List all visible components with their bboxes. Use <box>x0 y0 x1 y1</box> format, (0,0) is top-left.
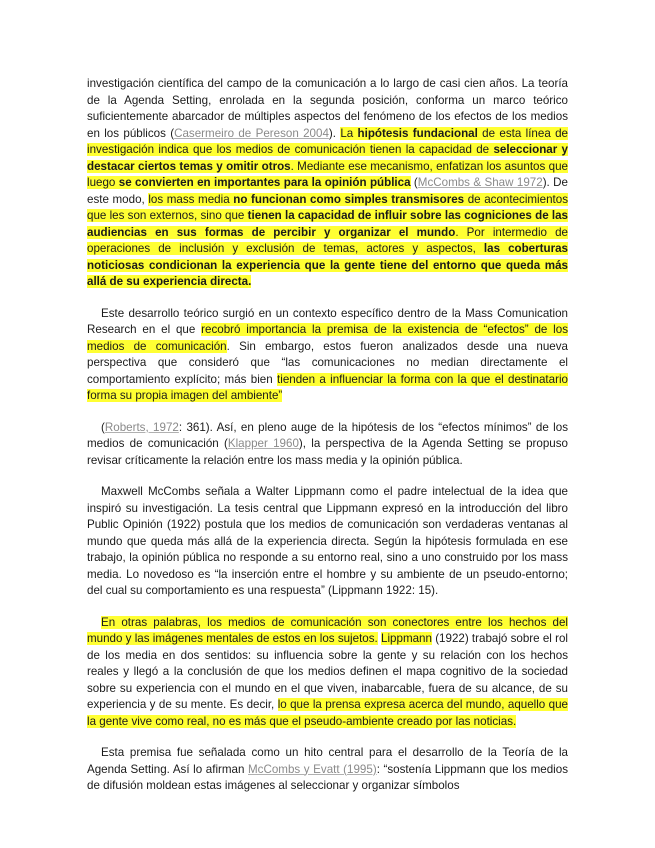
highlighted-text: hipótesis fundacional <box>357 126 478 140</box>
text-run: (1922) trabajó sobre el rol de los media en dos sentidos: su influencia sobre la gente y su relación con los hechos reales y llegó a la conclusión de que los medios definen el mapa cognitivo de la sociedad sobre su experiencia con el mundo en el que viven, inabarcable, fuera de su alcance, de su experiencia y de su mente. Es decir, <box>87 632 568 711</box>
text-run: : 361). Así, en pleno auge de la hipótesis de los “efectos mínimos” de los medios de comunicación ( <box>87 420 568 450</box>
paragraph <box>87 745 568 795</box>
citation-link[interactable]: Klapper 1960 <box>227 437 299 450</box>
highlighted-text: En otras palabras, los medios de comunicación son conectores entre los hechos del mundo y las imágenes mentales de estos en los sujetos. <box>87 615 568 645</box>
paragraph <box>87 484 568 600</box>
citation-link[interactable]: Roberts, 1972 <box>104 420 179 434</box>
highlighted-text: tienden a influenciar la forma con la que el destinatario forma su propia imagen del ambiente” <box>87 372 568 402</box>
highlighted-text: se convierten en importantes para la opinión pública <box>118 176 411 189</box>
text-run: ( <box>101 420 105 434</box>
citation-link[interactable]: Casermeiro de Pereson 2004 <box>174 126 329 140</box>
highlighted-text: de acontecimientos que les son externos, sino que <box>87 192 568 222</box>
text-run: . Sin embargo, estos fueron analizados desde una nueva perspectiva que consideró que “las comunicaciones no median directamente el comportamiento explícito; más bien <box>87 339 568 386</box>
text-run: ), la perspectiva de la Agenda Setting se propuso revisar críticamente la relación entre los mass media y la opinión pública. <box>87 437 568 467</box>
text-run: ). De este modo, <box>87 176 568 206</box>
text-run: ( <box>410 176 418 189</box>
text-run: Maxwell McCombs señala a Walter Lippmann como el padre intelectual de la idea que inspiró su investigación. La tesis central que Lippmann expresó en la introducción del libro Public Opinión (1922) postula que los medios de comunicación son verdaderas ventanas al mundo que queda más allá de la experiencia directa. Según la hipótesis formulada en ese trabajo, la opinión pública no responde a su entorno real, sino a uno construido por los mass media. Lo novedoso es “la inserción entre el hombre y su ambiente de un pseudo-entorno; del cual su comportamiento es una respuesta” (Lippmann 1922: 15). <box>87 485 568 597</box>
highlighted-text: de esta línea de investigación indica que los medios de comunicación tienen la capacidad de <box>87 126 568 156</box>
highlighted-text: lo que la prensa expresa acerca del mundo, aquello que la gente vive como real, no es más que el pseudo-ambiente creado por las noticias. <box>87 698 568 728</box>
citation-link[interactable]: McCombs y Evatt (1995) <box>248 762 377 776</box>
text-run: investigación científica del campo de la comunicación a lo largo de casi cien años. La teoría de la Agenda Setting, enrolada en la segunda posición, conforma un marco teórico suficientemente abarcador de múltiples aspectos del fenómeno de los efectos de los medios en los públicos ( <box>87 77 568 140</box>
paragraph <box>87 420 568 470</box>
paragraph <box>87 615 568 731</box>
highlighted-text: seleccionar y destacar ciertos temas y omitir otros <box>87 143 569 173</box>
highlighted-text: tienen la capacidad de influir sobre las cogniciones de las audiencias en sus formas de percibir y organizar el mundo <box>87 209 569 239</box>
text-run: : “sostenía Lippmann que los medios de difusión moldean estas imágenes al seleccionar y organizar símbolos <box>87 762 568 792</box>
text-run: ). <box>328 126 341 140</box>
citation-link[interactable]: McCombs & Shaw 1972 <box>417 176 543 189</box>
text-run: Este desarrollo teórico surgió en un contexto específico dentro de la Mass Comunication Research en el que <box>87 306 568 336</box>
highlighted-text: Lippmann <box>381 632 432 645</box>
highlighted-text: las coberturas noticiosas condicionan la experiencia que la gente tiene del entorno que queda más allá de su experiencia directa. <box>87 242 568 288</box>
highlighted-text: los mass media <box>148 192 234 206</box>
highlighted-text: recobró importancia la premisa de la existencia de “efectos” de los medios de comunicación <box>87 323 568 353</box>
highlighted-text: La <box>340 126 358 140</box>
highlighted-text: no funcionan como simples transmisores <box>233 192 465 206</box>
paragraph <box>87 76 568 291</box>
document-page <box>87 76 568 810</box>
paragraph <box>87 306 568 405</box>
highlighted-text: . Mediante ese mecanismo, enfatizan los asuntos que luego <box>87 159 568 189</box>
text-run: Esta premisa fue señalada como un hito central para el desarrollo de la Teoría de la Agenda Setting. Así lo afirman <box>87 746 568 776</box>
highlighted-text: . Por intermedio de operaciones de inclusión y exclusión de temas, actores y aspectos, <box>87 225 569 255</box>
